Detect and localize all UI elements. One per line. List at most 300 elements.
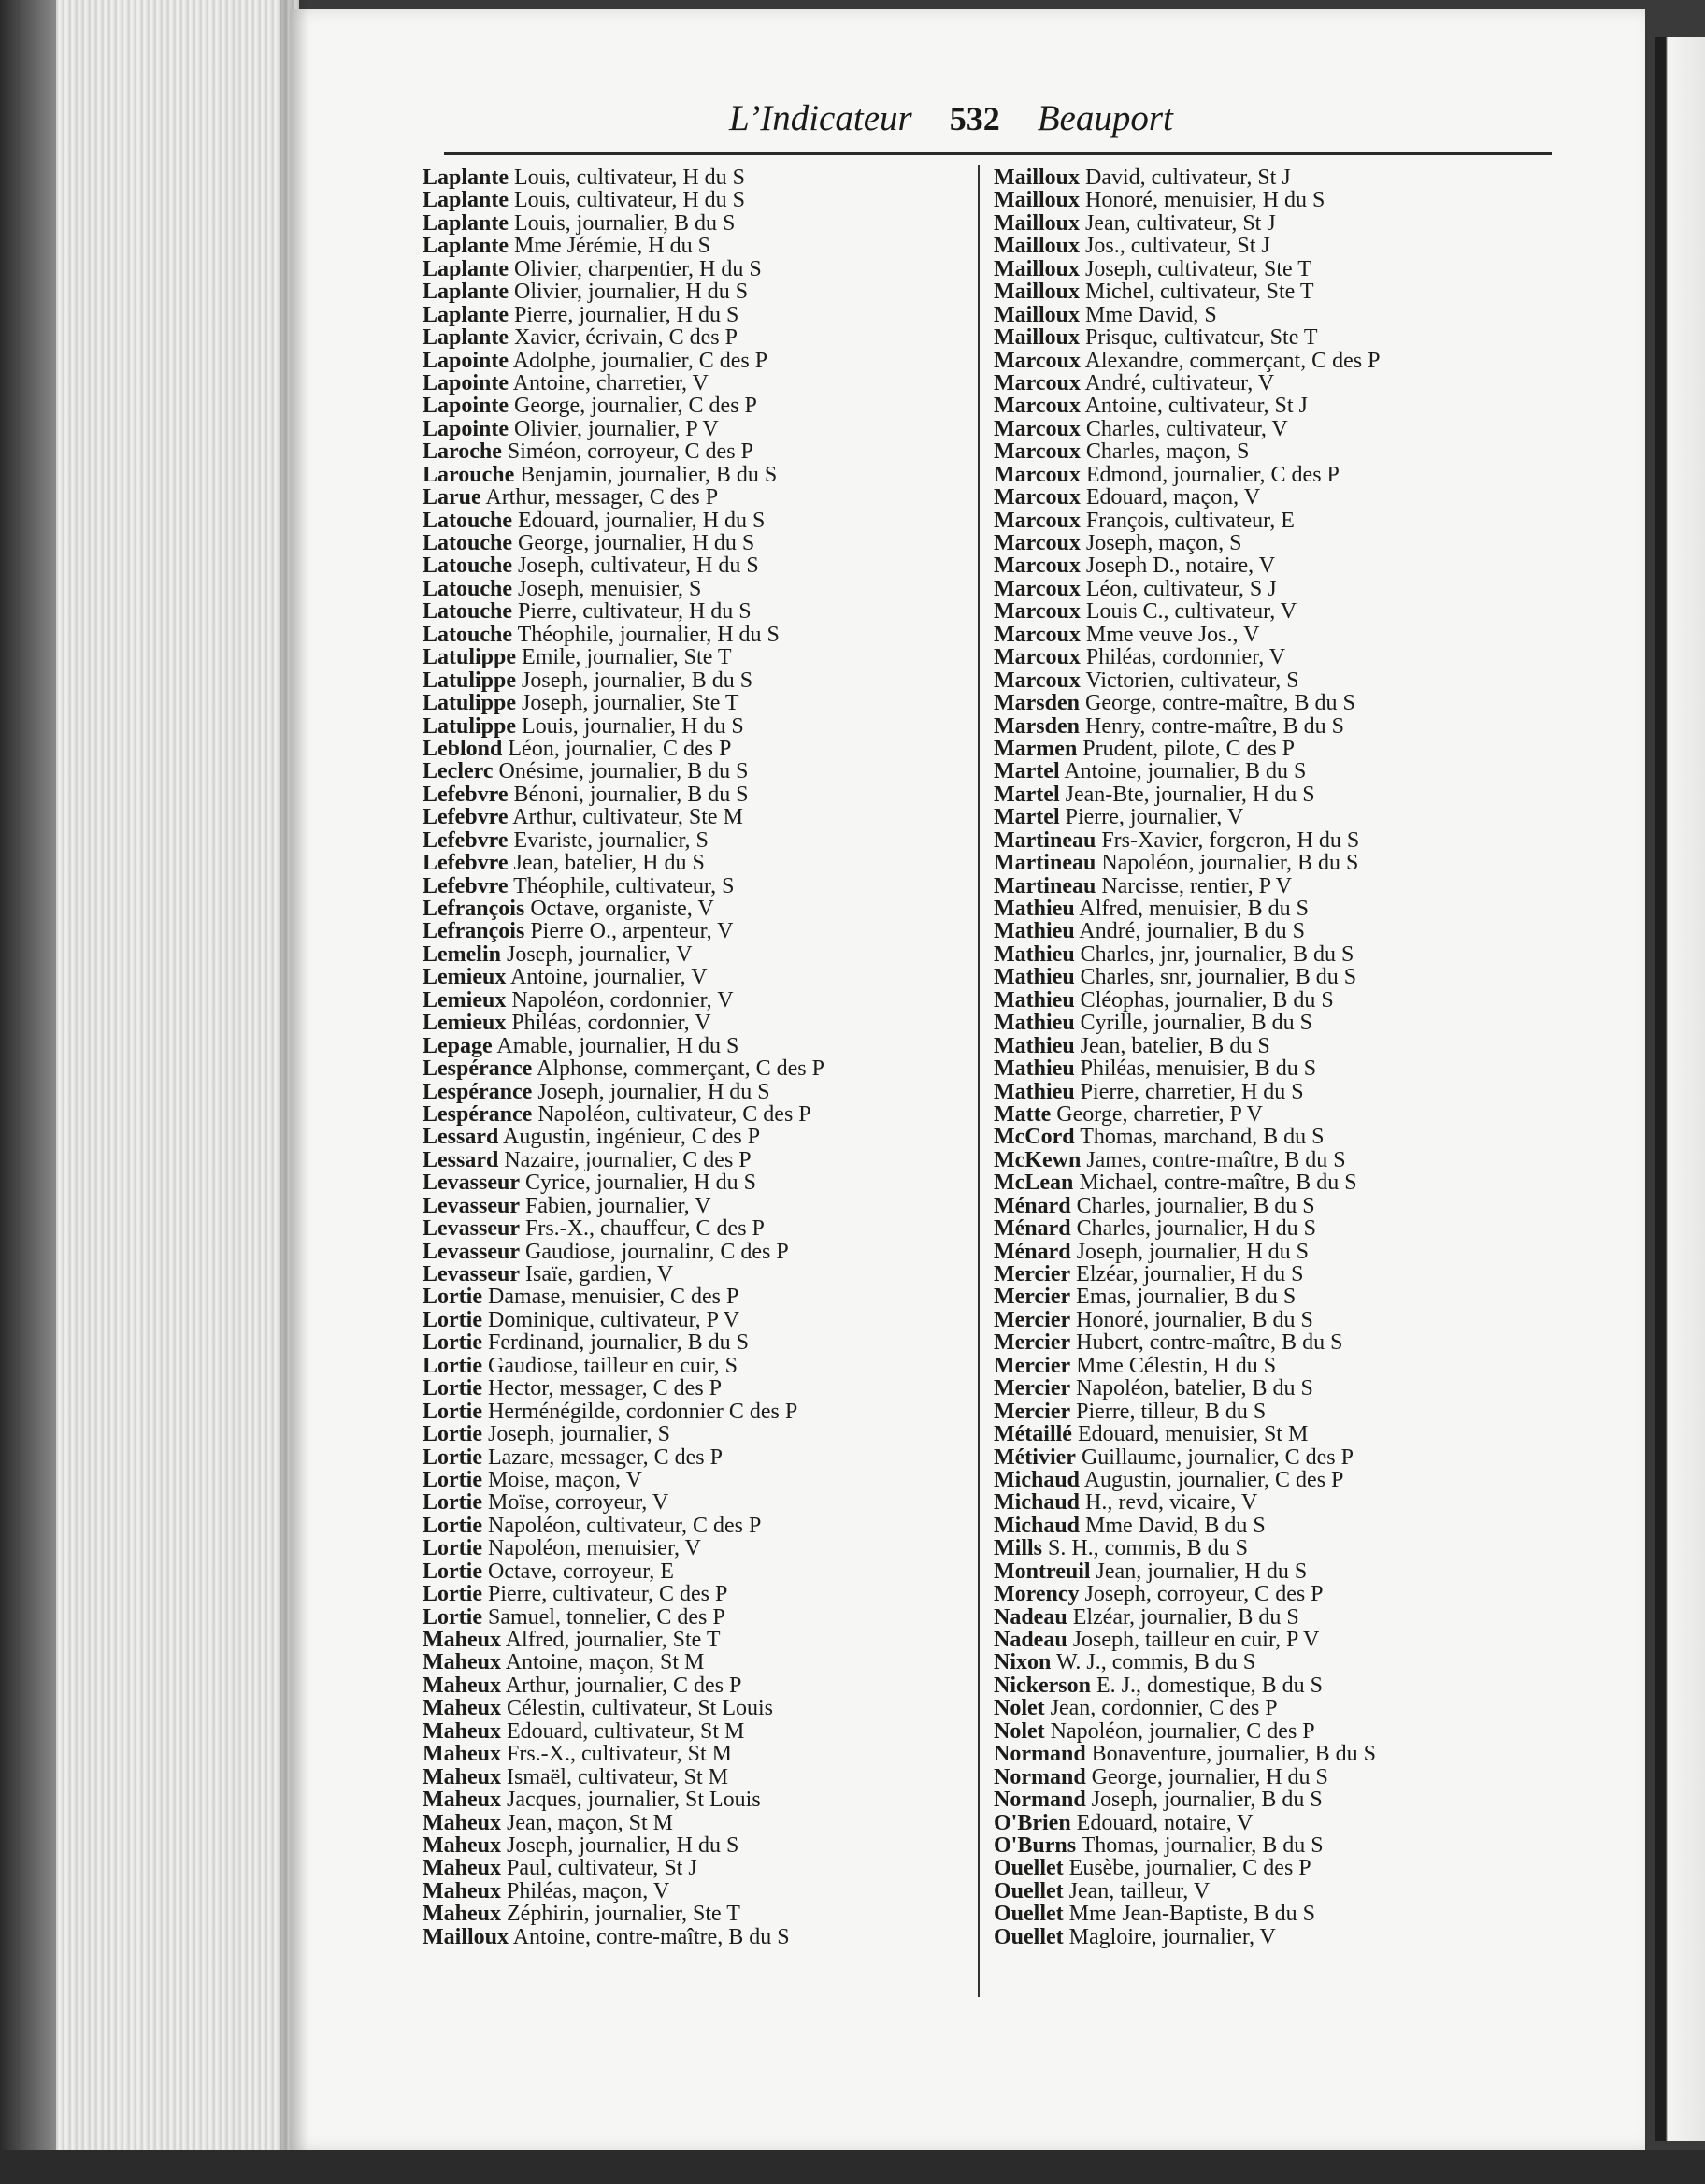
gutter-shadow [280,0,308,2184]
entry-surname: Laplante [423,280,509,305]
directory-entry [423,624,974,646]
entry-surname: Montreuil [994,1559,1091,1584]
entry-details: Xavier, écrivain, C des P [514,325,738,351]
entry-surname: Marcoux [994,485,1081,510]
entry-details: Benjamin, journalier, B du S [520,462,778,487]
entry-surname: Latouche [423,531,512,555]
directory-entry [994,1606,1545,1629]
entry-details: Napoléon, journalier, B du S [1101,851,1359,876]
entry-details: Adolphe, journalier, C des P [512,348,768,373]
directory-entry [423,532,974,554]
directory-entry [423,669,974,692]
entry-surname: Maheux [423,1764,501,1789]
entry-surname: Lapointe [423,348,509,373]
entry-details: Honoré, menuisier, H du S [1085,188,1325,213]
entry-details: Joseph, journalier, H du S [1076,1239,1309,1264]
directory-entry [994,510,1545,532]
directory-entry [423,166,974,189]
entry-details: Antoine, contre-maître, B du S [512,1924,790,1949]
entry-details: Edouard, notaire, V [1076,1810,1254,1835]
entry-surname: Martel [994,759,1060,784]
directory-entry [994,1674,1545,1697]
entry-surname: Mailloux [994,188,1081,213]
entry-details: Paul, cultivateur, St J [507,1856,697,1881]
directory-entry [423,1377,974,1400]
entry-surname: Marcoux [994,622,1081,647]
directory-entry [994,1537,1545,1559]
entry-surname: Lefebvre [423,873,509,898]
directory-entry [994,1583,1545,1605]
entry-details: Mme veuve Jos., V [1085,622,1260,647]
entry-surname: Maheux [423,1742,501,1767]
entry-surname: Mathieu [994,1033,1075,1058]
directory-entry [994,852,1545,874]
entry-surname: Michaud [994,1490,1081,1516]
entry-details: George, journalier, H du S [518,531,755,555]
entry-details: Joseph, maçon, S [1085,531,1242,555]
entry-surname: Levasseur [423,1216,520,1242]
entry-details: Joseph, journalier, H du S [537,1079,770,1104]
directory-entry [423,1241,974,1263]
entry-surname: Mailloux [994,302,1081,327]
directory-entry [423,943,974,966]
directory-entry [423,1697,974,1719]
directory-entry [423,1491,974,1514]
entry-surname: Lefrançois [423,897,525,921]
entry-details: Victorien, cultivateur, S [1085,668,1299,693]
entry-surname: Lespérance [423,1079,533,1104]
directory-entry [423,1423,974,1445]
entry-surname: Mailloux [994,210,1081,236]
entry-surname: Levasseur [423,1171,520,1196]
entry-surname: Lepage [423,1033,493,1058]
directory-entry [994,1766,1545,1789]
entry-surname: Ouellet [994,1856,1064,1881]
entry-details: Octave, organiste, V [530,897,714,921]
entry-surname: Marcoux [994,394,1081,419]
entry-details: Alfred, journalier, Ste T [505,1628,721,1652]
directory-entry [423,600,974,623]
entry-surname: Marmen [994,736,1078,761]
entry-details: Jean, journalier, H du S [1096,1559,1308,1584]
directory-entry [423,212,974,235]
entry-surname: Lortie [423,1422,482,1447]
entry-surname: Lortie [423,1399,482,1424]
directory-entry [423,554,974,577]
entry-surname: Ouellet [994,1878,1064,1904]
entry-surname: Mailloux [994,234,1081,259]
entry-surname: Maheux [423,1788,501,1813]
entry-surname: Lortie [423,1353,482,1378]
directory-entry [994,258,1545,280]
entry-surname: Latouche [423,599,512,625]
directory-entry [994,372,1545,395]
directory-entry [994,1195,1545,1217]
entry-details: Bonaventure, journalier, B du S [1091,1742,1376,1767]
directory-entry [423,1286,974,1308]
entry-surname: Lortie [423,1490,482,1516]
directory-column-right [994,166,1545,1948]
entry-surname: O'Burns [994,1832,1077,1858]
directory-entry [994,1812,1545,1834]
directory-entry [994,532,1545,554]
entry-details: Mme David, S [1085,302,1217,327]
directory-entry [423,1651,974,1674]
entry-surname: Mathieu [994,987,1075,1013]
entry-surname: Marcoux [994,599,1081,625]
directory-entry [423,1606,974,1629]
entry-details: David, cultivateur, St J [1085,165,1291,190]
entry-surname: Normand [994,1742,1086,1767]
entry-surname: Maheux [423,1696,501,1721]
directory-entry [994,326,1545,349]
entry-details: Siméon, corroyeur, C des P [507,439,753,465]
directory-entry [994,166,1545,189]
directory-entry [994,1149,1545,1171]
entry-surname: Latulippe [423,713,517,739]
entry-surname: Mailloux [994,256,1081,281]
entry-details: François, cultivateur, E [1085,508,1295,533]
entry-surname: Lapointe [423,370,509,395]
entry-surname: Marcoux [994,416,1081,441]
directory-entry [994,1651,1545,1674]
entry-details: Charles, journalier, H du S [1076,1216,1316,1242]
entry-surname: Mills [994,1536,1042,1561]
entry-surname: Maheux [423,1878,501,1904]
entry-details: James, contre-maître, B du S [1086,1147,1346,1172]
directory-entry [423,1401,974,1423]
directory-entry [423,326,974,349]
directory-entry [423,646,974,668]
scan-background [0,2150,1705,2184]
entry-details: Théophile, cultivateur, S [513,873,735,898]
entry-details: Edouard, menuisier, St M [1077,1422,1309,1447]
entry-details: Nazaire, journalier, C des P [504,1147,752,1172]
directory-entry [994,1491,1545,1514]
entry-details: Cléophas, journalier, B du S [1080,987,1334,1013]
entry-details: Herménégilde, cordonnier C des P [487,1399,798,1424]
directory-entry [994,1241,1545,1263]
entry-surname: Laplante [423,210,509,236]
entry-details: Napoléon, cultivateur, C des P [537,1101,811,1127]
directory-entry [423,1195,974,1217]
directory-entry [423,783,974,806]
entry-details: Joseph, corroyeur, C des P [1084,1582,1324,1607]
entry-surname: Levasseur [423,1262,520,1286]
directory-entry [994,554,1545,577]
entry-details: George, contre-maître, B du S [1085,691,1355,716]
entry-details: Magloire, journalier, V [1068,1924,1276,1949]
entry-surname: Lespérance [423,1101,533,1127]
entry-surname: Laplante [423,234,509,259]
entry-details: Napoléon, batelier, B du S [1076,1376,1313,1401]
directory-entry [423,1743,974,1765]
directory-entry [994,875,1545,898]
directory-entry [994,1401,1545,1423]
directory-entry [994,1355,1545,1377]
directory-entry [423,1537,974,1559]
directory-entry [994,1103,1545,1126]
entry-surname: Maheux [423,1673,501,1698]
entry-details: Louis, journalier, B du S [514,210,736,236]
directory-entry [423,280,974,303]
directory-entry [423,1126,974,1148]
entry-surname: Lortie [423,1604,482,1630]
entry-details: Joseph, tailleur en cuir, P V [1072,1628,1320,1652]
directory-entry [423,692,974,714]
entry-details: Frs-Xavier, forgeron, H du S [1101,827,1360,853]
directory-entry [423,1629,974,1651]
entry-details: Louis C., cultivateur, V [1085,599,1297,625]
entry-surname: Nolet [994,1718,1045,1744]
directory-entry [994,1515,1545,1537]
entry-surname: Mathieu [994,941,1075,967]
entry-surname: Lessard [423,1125,499,1150]
directory-entry [994,829,1545,852]
directory-entry [994,1126,1545,1148]
entry-details: Octave, corroyeur, E [487,1559,674,1584]
directory-entry [423,1926,974,1948]
entry-surname: Lessard [423,1147,499,1172]
entry-details: H., revd, vicaire, V [1085,1490,1258,1516]
directory-entry [423,852,974,874]
entry-surname: Mathieu [994,1079,1075,1104]
entry-surname: Maheux [423,1650,501,1675]
entry-details: Ismaël, cultivateur, St M [507,1764,728,1789]
entry-surname: Lapointe [423,394,509,419]
directory-entry [994,898,1545,920]
entry-details: Thomas, marchand, B du S [1080,1125,1325,1150]
directory-entry [994,646,1545,668]
entry-surname: Normand [994,1788,1086,1813]
entry-details: Michel, cultivateur, Ste T [1085,280,1314,305]
entry-details: Antoine, charretier, V [512,370,709,395]
entry-surname: Mercier [994,1353,1071,1378]
entry-details: Joseph, cultivateur, Ste T [1085,256,1311,281]
entry-details: Philéas, menuisier, B du S [1080,1056,1317,1082]
entry-details: Jean, batelier, B du S [1080,1033,1270,1058]
directory-entry [423,1674,974,1697]
running-title-left: L’Indicateur [729,98,912,138]
directory-entry [423,989,974,1012]
entry-surname: Lortie [423,1467,482,1492]
entry-surname: Lespérance [423,1056,533,1082]
entry-surname: Marsden [994,691,1080,716]
entry-surname: Maheux [423,1832,501,1858]
directory-entry [994,1560,1545,1583]
entry-surname: Mercier [994,1399,1071,1424]
entry-details: Moise, maçon, V [487,1467,642,1492]
entry-details: Philéas, cordonnier, V [1085,645,1286,670]
entry-surname: Mathieu [994,1056,1075,1082]
entry-surname: Mailloux [994,165,1081,190]
directory-entry [994,1035,1545,1057]
entry-surname: Leclerc [423,759,494,784]
directory-entry [994,235,1545,257]
entry-surname: Mailloux [423,1924,509,1949]
directory-entry [423,1515,974,1537]
directory-entry [994,1469,1545,1491]
directory-entry [423,1766,974,1789]
directory-entry [423,235,974,257]
directory-entry [423,1081,974,1103]
entry-surname: Lortie [423,1376,482,1401]
entry-surname: Mailloux [994,280,1081,305]
directory-entry [994,624,1545,646]
entry-details: Gaudiose, journalinr, C des P [525,1239,789,1264]
entry-details: Olivier, journalier, H du S [514,280,749,305]
entry-details: Charles, journalier, B du S [1076,1193,1315,1218]
directory-entry [423,1789,974,1811]
entry-details: Ferdinand, journalier, B du S [487,1330,749,1356]
entry-details: Mme Jérémie, H du S [514,234,710,259]
entry-details: Narcisse, rentier, P V [1101,873,1292,898]
entry-surname: Latulippe [423,668,517,693]
entry-details: Gaudiose, tailleur en cuir, S [487,1353,738,1378]
entry-details: Michael, contre-maître, B du S [1079,1171,1357,1196]
directory-entry [423,258,974,280]
directory-entry [423,1103,974,1126]
entry-details: André, cultivateur, V [1084,370,1275,395]
entry-details: Arthur, journalier, C des P [505,1673,742,1698]
entry-surname: Mathieu [994,919,1075,944]
entry-surname: Levasseur [423,1239,520,1264]
directory-entry [423,1812,974,1834]
entry-surname: Lortie [423,1307,482,1332]
entry-surname: Maheux [423,1718,501,1744]
directory-entry [423,738,974,760]
entry-surname: Morency [994,1582,1080,1607]
entry-details: Joseph, journalier, Ste T [522,691,739,716]
entry-surname: Matte [994,1101,1052,1127]
entry-surname: Nadeau [994,1604,1067,1630]
entry-details: Thomas, journalier, B du S [1081,1832,1324,1858]
entry-details: Louis, cultivateur, H du S [514,165,746,190]
entry-details: Joseph, journalier, H du S [507,1832,739,1858]
entry-details: Samuel, tonnelier, C des P [487,1604,725,1630]
directory-entry [423,1903,974,1925]
entry-surname: Levasseur [423,1193,520,1218]
entry-details: Jean, maçon, St M [507,1810,673,1835]
entry-details: Pierre, tilleur, B du S [1076,1399,1267,1424]
directory-entry [994,1217,1545,1240]
directory-entry [994,395,1545,417]
entry-details: Edouard, cultivateur, St M [507,1718,745,1744]
directory-entry [994,440,1545,463]
entry-surname: Lefebvre [423,782,509,807]
entry-details: Jean, cultivateur, St J [1085,210,1276,236]
directory-entry [994,1834,1545,1857]
directory-entry [994,1057,1545,1080]
entry-surname: Mercier [994,1285,1071,1310]
next-page-edge [1655,37,1705,2141]
entry-details: Pierre O., arpenteur, V [530,919,734,944]
entry-details: Léon, journalier, C des P [508,736,732,761]
entry-surname: Latulippe [423,691,517,716]
entry-details: Emile, journalier, Ste T [522,645,732,670]
entry-surname: Lefrançois [423,919,525,944]
directory-entry [423,1263,974,1286]
entry-details: Honoré, journalier, B du S [1076,1307,1313,1332]
entry-surname: Nickerson [994,1673,1091,1698]
entry-surname: Maheux [423,1628,501,1652]
directory-entry [423,1149,974,1171]
directory-entry [423,898,974,920]
entry-surname: Lemelin [423,941,501,967]
entry-details: Pierre, cultivateur, H du S [518,599,752,625]
entry-surname: Normand [994,1764,1086,1789]
entry-details: Lazare, messager, C des P [487,1444,723,1470]
entry-surname: Ouellet [994,1924,1064,1949]
directory-entry [994,1012,1545,1034]
entry-details: Hubert, contre-maître, B du S [1076,1330,1343,1356]
directory-column-left [423,166,974,1948]
entry-details: Edmond, journalier, C des P [1085,462,1340,487]
entry-surname: O'Brien [994,1810,1071,1835]
entry-details: Cyrice, journalier, H du S [525,1171,756,1196]
directory-entry [423,1560,974,1583]
entry-surname: Martineau [994,851,1096,876]
entry-surname: Marcoux [994,531,1081,555]
entry-surname: Lefebvre [423,851,509,876]
entry-surname: Latouche [423,576,512,601]
directory-entry [423,1331,974,1354]
directory-entry [423,1720,974,1743]
entry-details: Philéas, maçon, V [507,1878,670,1904]
entry-surname: Lortie [423,1513,482,1538]
entry-details: Arthur, cultivateur, Ste M [512,805,743,830]
entry-surname: Marcoux [994,668,1081,693]
entry-details: Mme David, B du S [1085,1513,1266,1538]
entry-surname: Marcoux [994,645,1081,670]
directory-entry [994,692,1545,714]
directory-entry [423,1446,974,1469]
entry-surname: Latouche [423,508,512,533]
directory-entry [423,189,974,211]
entry-details: Pierre, journalier, H du S [514,302,739,327]
directory-entry [994,989,1545,1012]
entry-details: Frs.-X., cultivateur, St M [507,1742,733,1767]
entry-details: Charles, cultivateur, V [1085,416,1288,441]
directory-entry [423,418,974,440]
entry-surname: Laplante [423,165,509,190]
entry-details: Napoléon, cultivateur, C des P [487,1513,762,1538]
directory-entry [994,966,1545,988]
directory-entry [994,920,1545,942]
directory-entry [994,212,1545,235]
entry-surname: Lortie [423,1559,482,1584]
entry-details: Olivier, journalier, P V [514,416,719,441]
entry-details: Charles, snr, journalier, B du S [1080,965,1357,990]
book-spine-shadow [0,0,56,2184]
entry-details: Napoléon, journalier, C des P [1050,1718,1315,1744]
entry-details: Joseph, cultivateur, H du S [518,553,759,579]
directory-entry [994,943,1545,966]
directory-entry [994,1743,1545,1765]
entry-surname: Laplante [423,256,509,281]
entry-details: Amable, journalier, H du S [496,1033,739,1058]
directory-entry [994,1081,1545,1103]
directory-entry [994,1309,1545,1331]
entry-surname: Lortie [423,1285,482,1310]
entry-details: Antoine, journalier, B du S [1064,759,1307,784]
entry-details: Eusèbe, journalier, C des P [1068,1856,1311,1881]
directory-entry [994,1629,1545,1651]
entry-surname: Mercier [994,1307,1071,1332]
directory-entry [994,1263,1545,1286]
entry-details: Napoléon, cordonnier, V [511,987,734,1013]
entry-details: Jean, batelier, H du S [513,851,705,876]
